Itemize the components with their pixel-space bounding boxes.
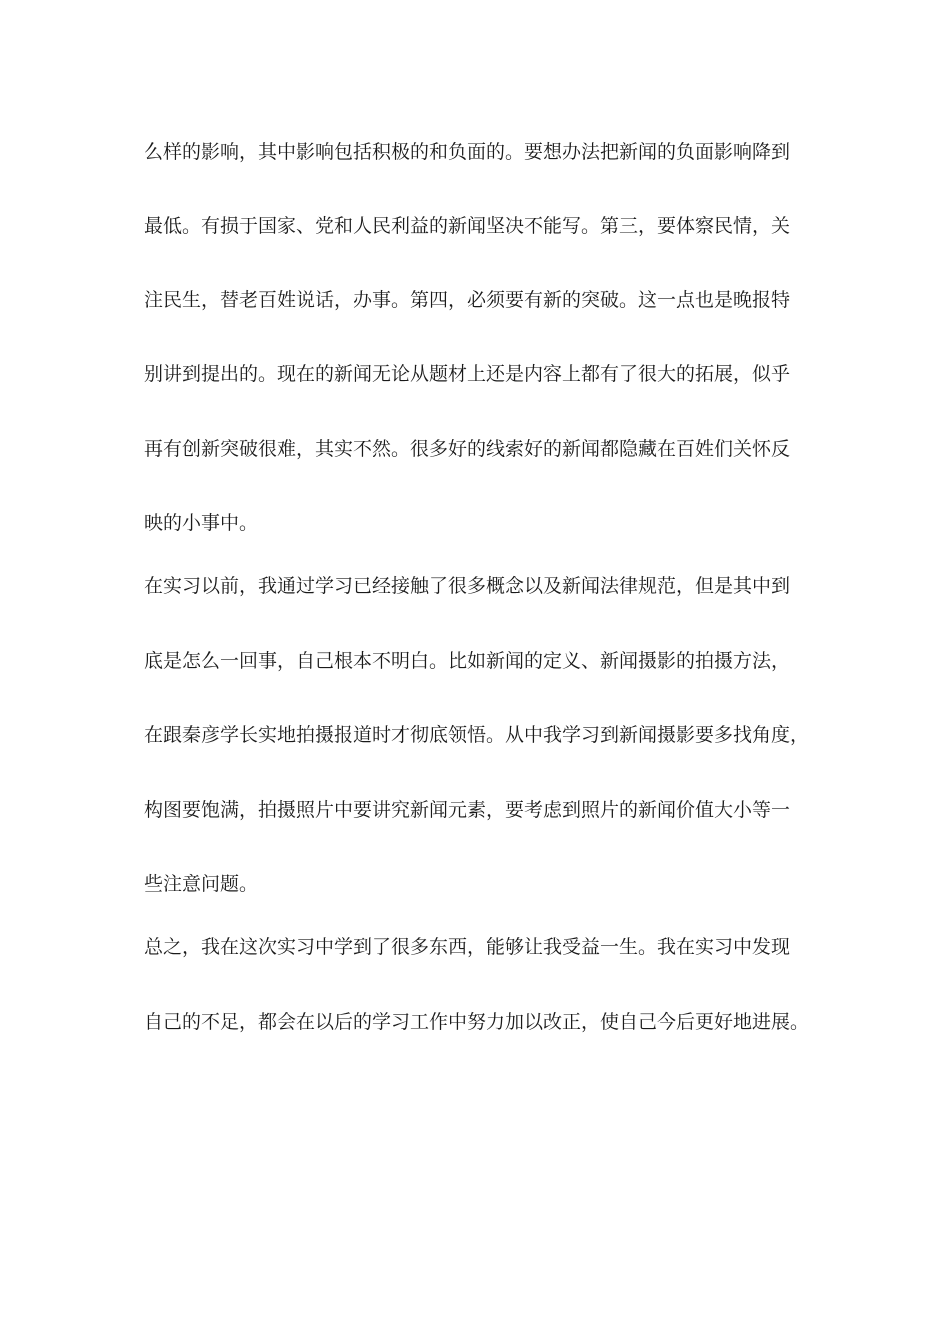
text-line: 在跟秦彦学长实地拍摄报道时才彻底领悟。从中我学习到新闻摄影要多找角度， [144, 724, 810, 746]
text-line: 再有创新突破很难，其实不然。很多好的线索好的新闻都隐藏在百姓们关怀反 [144, 438, 791, 460]
text-line: 自己的不足，都会在以后的学习工作中努力加以改正，使自己今后更好地进展。 [144, 1011, 810, 1033]
text-line: 构图要饱满，拍摄照片中要讲究新闻元素，要考虑到照片的新闻价值大小等一 [144, 799, 791, 821]
text-line: 在实习以前，我通过学习已经接触了很多概念以及新闻法律规范，但是其中到 [144, 575, 791, 597]
text-line: 么样的影响，其中影响包括积极的和负面的。要想办法把新闻的负面影响降到 [144, 141, 791, 163]
text-line: 注民生，替老百姓说话，办事。第四，必须要有新的突破。这一点也是晚报特 [144, 289, 791, 311]
text-line: 底是怎么一回事，自己根本不明白。比如新闻的定义、新闻摄影的拍摄方法， [144, 650, 791, 672]
text-line: 最低。有损于国家、党和人民利益的新闻坚决不能写。第三，要体察民情，关 [144, 215, 791, 237]
text-line: 总之，我在这次实习中学到了很多东西，能够让我受益一生。我在实习中发现 [144, 936, 791, 958]
text-line: 些注意问题。 [144, 873, 259, 895]
text-line: 映的小事中。 [144, 512, 259, 534]
text-line: 别讲到提出的。现在的新闻无论从题材上还是内容上都有了很大的拓展，似乎 [144, 363, 791, 385]
